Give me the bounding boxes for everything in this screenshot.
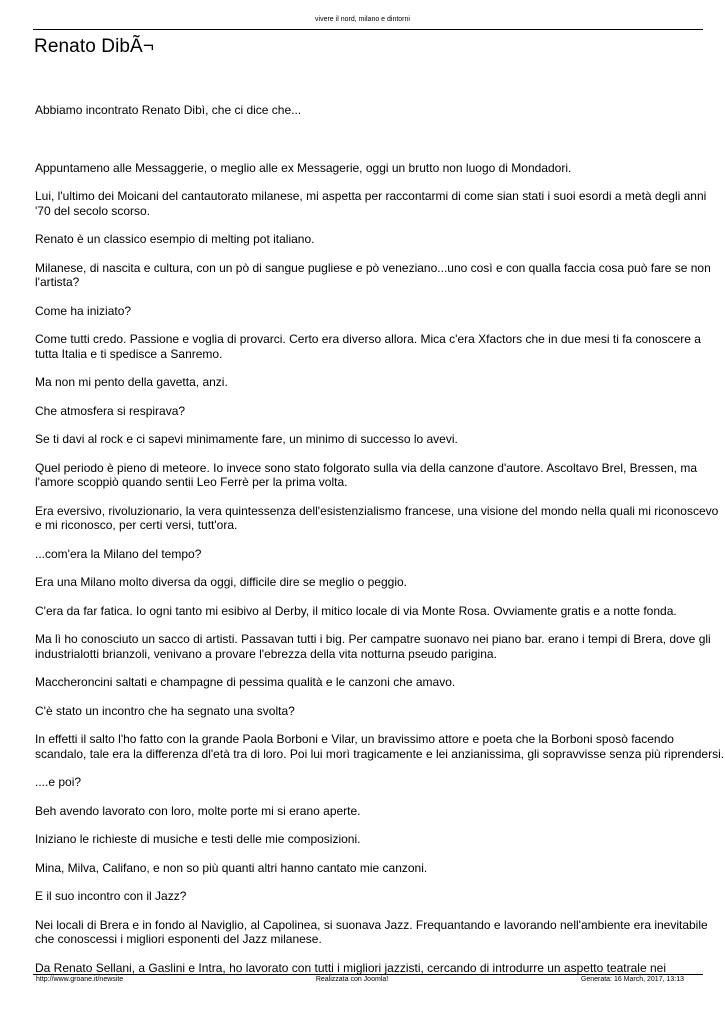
article-paragraph: Da Renato Sellani, a Gaslini e Intra, ho lavorato con tutti i migliori jazzisti, cercando di introdurre un aspetto teatrale nei — [35, 960, 666, 975]
article-paragraph: Renato è un classico esempio di melting pot italiano. — [35, 232, 315, 246]
article-paragraph: Era una Milano molto diversa da oggi, difficile dire se meglio o peggio. — [35, 575, 407, 589]
footer-divider — [33, 974, 703, 975]
article-paragraph: Era eversivo, rivoluzionario, la vera quintessenza dell'esistenzialismo francese, una visione del mondo nella quali mi riconoscevo e mi riconosco, per certi versi, tutt'ora. — [35, 503, 719, 532]
article-paragraph: Quel periodo è pieno di meteore. Io invece sono stato folgorato sulla via della canzone d'autore. Ascoltavo Brel, Bressen, ma l'amore scoppiò quando sentii Leo Ferrè per la prima volta. — [35, 460, 698, 489]
footer-made-with: Realizzata con Joomla! — [315, 976, 389, 983]
article-paragraph: Che atmosfera si respirava? — [35, 403, 186, 418]
article-paragraph: ....e poi? — [35, 775, 82, 789]
site-tagline: vivere il nord, milano e dintorni — [315, 16, 410, 23]
article-paragraph: Iniziano le richieste di musiche e testi delle mie composizioni. — [35, 832, 361, 846]
article-paragraph: Milanese, di nascita e cultura, con un pò di sangue pugliese e pò veneziano...uno così e con qualla faccia cosa può fare se non l'artista? — [35, 260, 711, 289]
article-paragraph: C'è stato un incontro che ha segnato una svolta? — [35, 703, 295, 718]
article-paragraph: Se ti davi al rock e ci sapevi minimamente fare, un minimo di successo lo avevi. — [35, 432, 458, 446]
article-paragraph: Ma non mi pento della gavetta, anzi. — [35, 375, 228, 389]
article-paragraphs — [35, 161, 725, 976]
article-paragraph: Appuntameno alle Messaggerie, o meglio alle ex Messagerie, oggi un brutto non luogo di Mondadori. — [35, 160, 572, 175]
article-paragraph: Maccheroncini saltati e champagne di pessima qualità e le canzoni che amavo. — [35, 675, 456, 689]
article-body — [35, 103, 725, 989]
article-paragraph: Mina, Milva, Califano, e non so più quanti altri hanno cantato mie canzoni. — [35, 860, 428, 875]
article-paragraph: E il suo incontro con il Jazz? — [35, 889, 187, 903]
article-paragraph: ...com'era la Milano del tempo? — [35, 546, 202, 561]
article-paragraph: Come ha iniziato? — [35, 303, 132, 318]
header-divider — [33, 29, 703, 30]
footer-generated: Generata: 16 March, 2017, 13:13 — [580, 976, 684, 983]
article-intro: Abbiamo incontrato Renato Dibì, che ci dice che... — [35, 103, 302, 117]
page-footer — [36, 976, 684, 983]
article-paragraph: Beh avendo lavorato con loro, molte porte mi si erano aperte. — [35, 803, 361, 818]
article-title: Renato DibÃ¬ — [34, 36, 155, 57]
article-paragraph: Lui, l'ultimo dei Moicani del cantautorato milanese, mi aspetta per raccontarmi di come sian stati i suoi esordi a metà degli anni '70 del secolo scorso. — [35, 189, 707, 218]
article-paragraph: In effetti il salto l'ho fatto con la grande Paola Borboni e Vilar, un bravissimo attore e poeta che la Borboni sposò facendo scandalo, tale era la differenza dl'età tra di loro. Poi lui morì tragicamente e lei anzianissima, gli sopravvisse senza più riprendersi. — [35, 732, 725, 761]
article-paragraph: Ma lì ho conosciuto un sacco di artisti. Passavan tutti i big. Per campatre suonavo nei piano bar. erano i tempi di Brera, dove gli industrialotti brianzoli, venivano a provare l'ebrezza della vita notturna pseudo parigina. — [35, 632, 711, 661]
article-paragraph: Nei locali di Brera e in fondo al Naviglio, al Capolinea, si suonava Jazz. Frequantando e lavorando nell'ambiente era inevitabile che conoscessi i migliori esponenti del Jazz milanese. — [35, 917, 708, 946]
article-paragraph: C'era da far fatica. Io ogni tanto mi esibivo al Derby, il mitico locale di via Monte Rosa. Ovviamente gratis e a notte fonda. — [35, 603, 677, 618]
article-paragraph: Come tutti credo. Passione e voglia di provarci. Certo era diverso allora. Mica c'era Xfactors che in due mesi ti fa conoscere a tutta Italia e ti spedisce a Sanremo. — [35, 332, 701, 361]
footer-url: http://www.groane.it/newsite — [36, 976, 124, 983]
